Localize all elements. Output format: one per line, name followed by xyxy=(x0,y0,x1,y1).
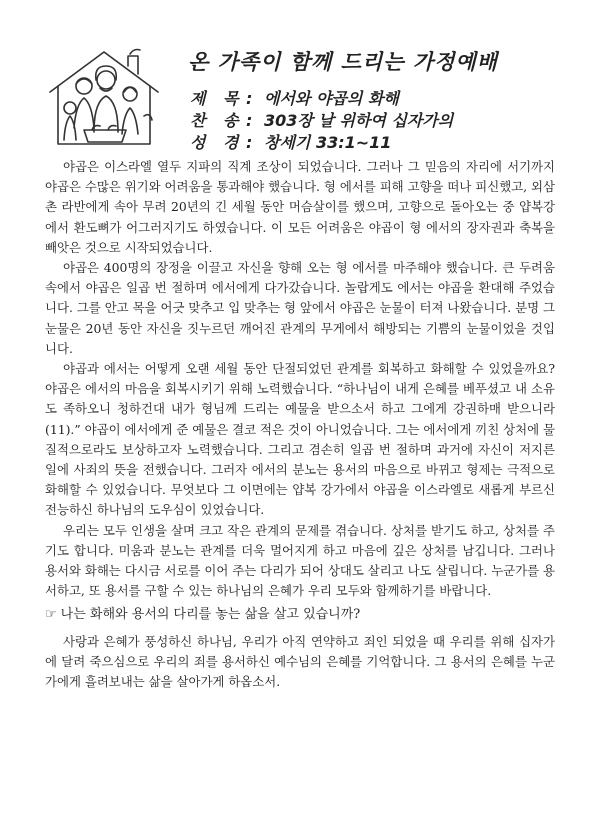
family-house-icon xyxy=(44,46,164,150)
meta-value: 에서와 야곱의 화해 xyxy=(264,89,399,108)
meta-key: 찬 송 xyxy=(190,111,245,130)
meta-row-scripture: 성 경: 창세기 33:1~11 xyxy=(190,130,391,153)
paragraph: 야곱은 이스라엘 열두 지파의 직계 조상이 되었습니다. 그러나 그 믿음의 자리에 서기까지 야곱은 수많은 위기와 어려움을 통과해야 했습니다. 형 에서를 피해 고향을 떠나 피신했고, 외삼촌 라반에게 속아 무려 20년의 긴 세월 동안 머슴살이를 했으며, 고향으로 돌아오는 중 얍복강에서 환도뼈가 어그러지기도 하였습니다. 이 모든 어려움은 야곱이 형 에서의 장자권과 축복을 빼앗은 것으로 시작되었습니다. xyxy=(45,159,555,255)
page-title: 온 가족이 함께 드리는 가정예배 xyxy=(188,49,498,74)
meta-row-hymn: 찬 송: 303장 날 위하여 십자가의 xyxy=(190,108,453,131)
meta-value: 창세기 33:1~11 xyxy=(264,133,392,152)
reflection-question xyxy=(45,605,555,625)
closing-prayer: 사랑과 은혜가 풍성하신 하나님, 우리가 아직 연약하고 죄인 되었을 때 우리를 위해 십자가에 달려 죽으심으로 우리의 죄를 용서하신 예수님의 은혜를 기억합니다. 그 용서의 은혜를 누군가에게 흘려보내는 삶을 살아가게 하옵소서. xyxy=(45,633,555,690)
paragraph: 우리는 모두 인생을 살며 크고 작은 관계의 문제를 겪습니다. 상처를 받기도 하고, 상처를 주기도 합니다. 미움과 분노는 관계를 더욱 멀어지게 하고 마음에 깊은 상처를 남깁니다. 그러나 용서와 화해는 다시금 서로를 이어 주는 다리가 되어 상대도 살리고 나도 살립니다. 누군가를 용서하고, 또 용서를 구할 수 있는 하나님의 은혜가 우리 모두와 함께하기를 바랍니다. xyxy=(45,522,555,599)
meta-row-title: 제 목: 에서와 야곱의 화해 xyxy=(190,86,399,109)
meta-key: 성 경 xyxy=(190,133,245,152)
meta-value: 303장 날 위하여 십자가의 xyxy=(264,111,454,130)
question-text: 나는 화해와 용서의 다리를 놓는 삶을 살고 있습니까? xyxy=(60,607,361,623)
paragraph: 야곱은 400명의 장정을 이끌고 자신을 향해 오는 형 에서를 마주해야 했습니다. 큰 두려움 속에서 야곱은 일곱 번 절하며 에서에게 다가갔습니다. 놀랍게도 에서는 야곱을 환대해 주었습니다. 그를 안고 목을 어긋 맞추고 입 맞추는 형 앞에서 야곱은 눈물이 터져 나왔습니다. 분명 그 눈물은 20년 동안 자신을 짓누르던 깨어진 관계의 무게에서 해방되는 기쁨의 눈물이었을 것입니다. xyxy=(45,260,555,356)
pointing-hand-icon: ☞ xyxy=(45,607,57,623)
devotion-body xyxy=(45,157,555,692)
meta-key: 제 목 xyxy=(190,89,245,108)
paragraph: 야곱과 에서는 어떻게 오랜 세월 동안 단절되었던 관계를 회복하고 화해할 수 있었을까요? 야곱은 에서의 마음을 회복시키기 위해 노력했습니다. “하나님이 내게 은혜를 베푸셨고 내 소유도 족하오니 청하건대 내가 형님께 드리는 예물을 받으소서 하고 그에게 강권하매 받으니라(11).” 야곱이 에서에게 준 예물은 결코 적은 것이 아니었습니다. 그는 에서에게 끼친 상처에 물질적으로라도 보상하고자 노력했습니다. 그리고 겸손히 일곱 번 절하며 과거에 자신이 저지른 일에 사죄의 뜻을 전했습니다. 그러자 에서의 분노는 용서의 마음으로 바뀌고 형제는 극적으로 화해할 수 있었습니다. 무엇보다 그 이면에는 얍복 강가에서 야곱을 이스라엘로 새롭게 부르신 전능하신 하나님의 도우심이 있었습니다. xyxy=(45,361,555,518)
